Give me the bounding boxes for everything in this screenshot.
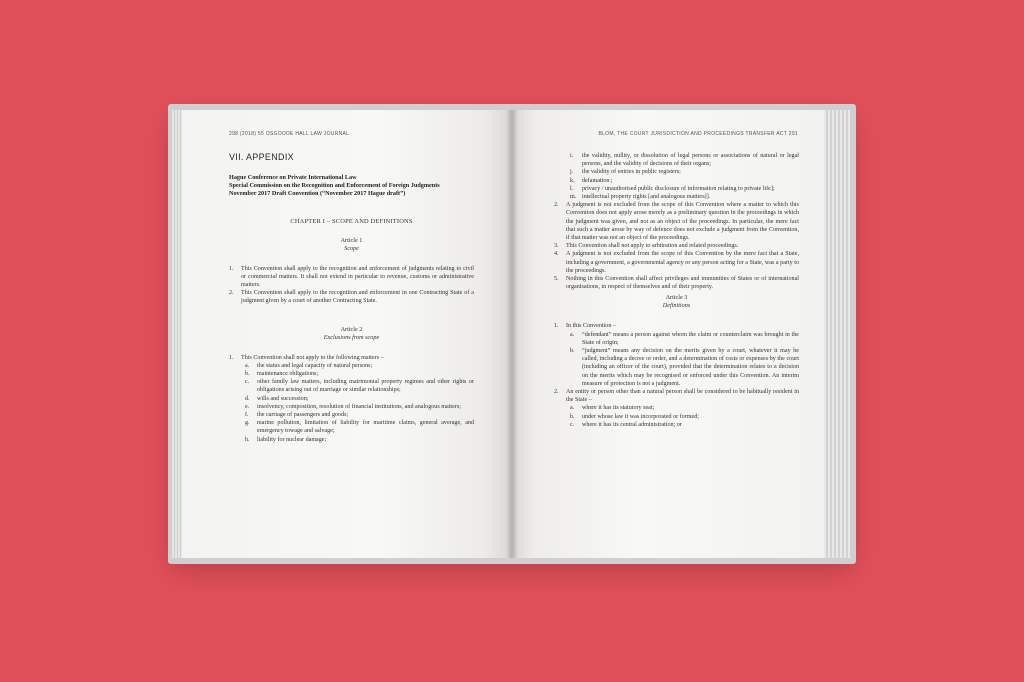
list-item: c. where it has its central administration; or	[570, 421, 682, 428]
list-item: a. where it has its statutory seat;	[570, 405, 655, 412]
list-item: j. the validity of entries in public registers;	[570, 169, 681, 176]
left-page	[182, 110, 512, 558]
article-2-title: Article 2	[340, 325, 363, 333]
list-item: b. “judgment” means any decision on the merits given by a court, whatever it may be called, including a decree or order, and a determination of costs or expenses by the court (including an officer of the court), provided that the determination relates to a decision on the merits which may be recognised or enforced under this Convention. An interim measure of protection is not a judgment.	[570, 348, 799, 387]
bold-line: Hague Conference on Private International Law	[229, 174, 357, 181]
list-item: a. the status and legal capacity of natural persons;	[245, 362, 373, 369]
list-item: e. insolvency, composition, resolution of financial institutions, and analogous matters;	[245, 403, 461, 410]
list-item: l. privacy / unauthorised public disclosure of information relating to private life];	[570, 185, 775, 192]
right-page-edges	[822, 110, 850, 558]
list-item: 5. Nothing in this Convention shall affect privileges and immunities of States or of international organisations, in respect of themselves and of their property.	[554, 276, 799, 291]
chapter-heading: CHAPTER I – SCOPE AND DEFINITIONS	[290, 217, 413, 225]
list-item: i. the validity, nullity, or dissolution of legal persons or associations of natural or legal persons, and the validity of decisions of their organs;	[570, 153, 799, 168]
list-item: b. under whose law it was incorporated or formed;	[570, 413, 699, 420]
right-page	[512, 110, 824, 558]
list-item: a. “defendant” means a person against whom the claim or counterclaim was brought in the State of origin;	[570, 331, 799, 346]
list-item: f. the carriage of passengers and goods;	[245, 412, 349, 419]
list-item: 4. A judgment is not excluded from the scope of this Convention by the mere fact that a State, including a government, a governmental agency or any person acting for a State, was a party to the proceedings.	[554, 251, 799, 274]
article-3-subtitle: Definitions	[662, 302, 691, 310]
list-item: m. intellectual property rights [and analogous matters]].	[570, 194, 711, 201]
convention-title-block	[229, 174, 474, 199]
list-item: 1. This Convention shall apply to the recognition and enforcement of judgments relating to civil or commercial matters. It shall not extend in particular to revenue, customs or administrative matters.	[229, 265, 474, 289]
article-3-title: Article 3	[665, 294, 688, 302]
list-item: 2. A judgment is not excluded from the scope of this Convention where a matter to which this Convention does not apply arose merely as a preliminary question in the proceedings in which the judgment was given, and not as an object of the proceedings. In particular, the mere fact that such a matter arose by way of defence does not exclude a judgment from the Convention, if that matter was not an object of the proceedings.	[554, 202, 799, 242]
list-item: 3. This Convention shall not apply to arbitration and related proceedings.	[554, 243, 739, 250]
left-page-body	[229, 152, 474, 444]
list-item: h. liability for nuclear damage;	[245, 436, 327, 443]
article-1-title: Article 1	[340, 236, 363, 244]
book-gutter	[506, 110, 518, 558]
list-item: 2. This Convention shall apply to the recognition and enforcement in one Contracting State of a judgment given by a court of another Contracting State.	[229, 290, 474, 305]
article-1-subtitle: Scope	[344, 244, 359, 252]
list-item: b. maintenance obligations;	[245, 371, 319, 378]
right-running-header: BLOM, THE COURT JURISDICTION AND PROCEEDINGS TRANSFER ACT 291	[598, 131, 798, 137]
right-page-body	[554, 152, 799, 429]
list-item: 2. An entity or person other than a natural person shall be considered to be habitually resident in the State –	[554, 389, 799, 404]
bold-line: Special Commission on the Recognition and Enforcement of Foreign Judgments	[229, 182, 440, 190]
article-2-subtitle: Exclusions from scope	[323, 333, 380, 341]
left-running-header: 298 (2018) 55 OSGOODE HALL LAW JOURNAL	[229, 131, 350, 137]
list-item: k. defamation ;	[570, 177, 613, 184]
bold-line: November 2017 Draft Convention (“November 2017 Hague draft”)	[229, 190, 406, 198]
appendix-title: VII. APPENDIX	[229, 152, 294, 162]
list-item: 1. This Convention shall not apply to the following matters –	[229, 354, 384, 361]
list-item: c. other family law matters, including matrimonial property regimes and other rights or obligations arising out of marriage or similar relationships;	[245, 379, 474, 394]
list-item: d. wills and succession;	[245, 395, 309, 402]
list-item: 1. In this Convention –	[554, 323, 616, 330]
list-item: g. marine pollution, limitation of liability for maritime claims, general average, and emergency towage and salvage;	[245, 420, 474, 435]
